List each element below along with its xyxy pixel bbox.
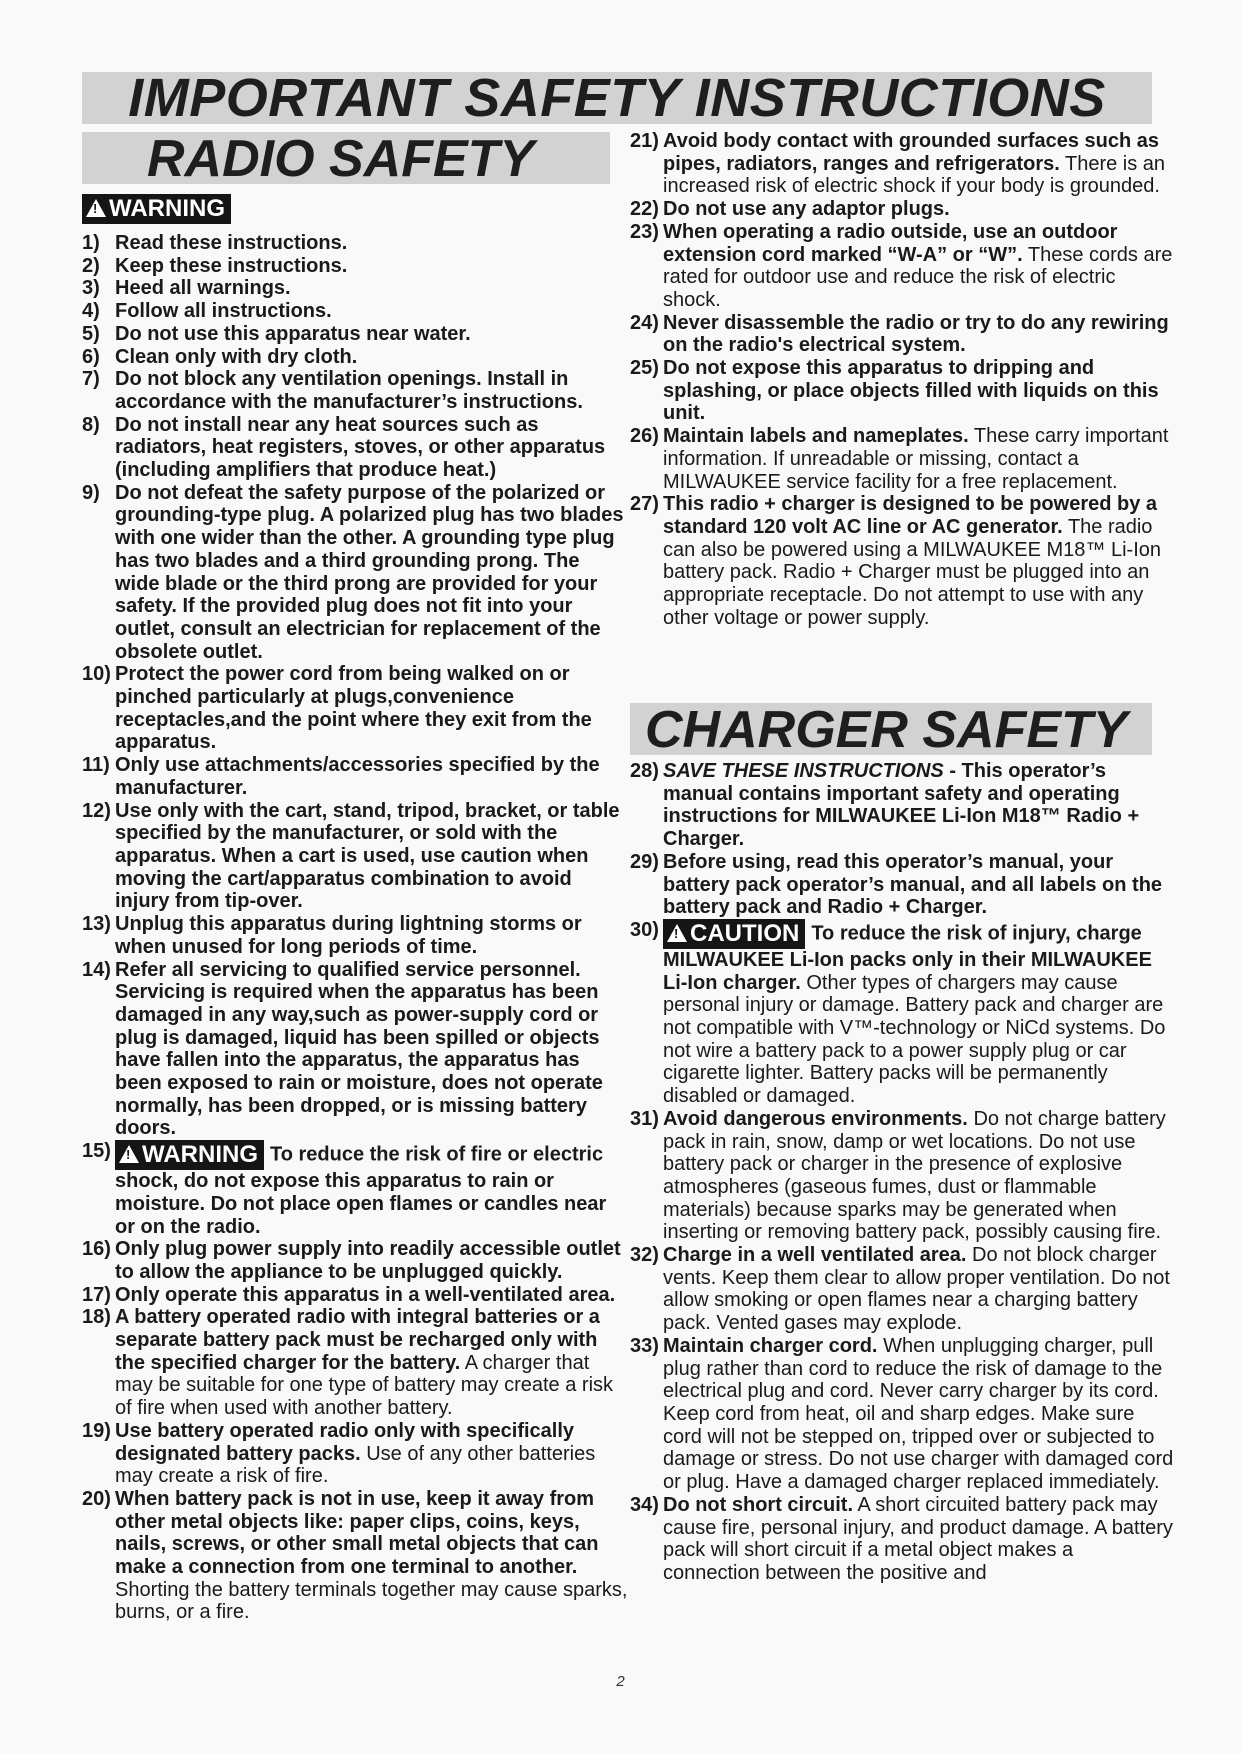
list-item: 19) Use battery operated radio only with specifically designated battery packs. Use of any other batteries may create a risk of fire. (82, 1419, 596, 1488)
list-item: 23) When operating a radio outside, use an outdoor extension cord marked “W-A” or “W”. These cords are rated for outdoor use and reduce the risk of electric shock. (630, 220, 1173, 311)
list-item: 33) Maintain charger cord. When unplugging charger, pull plug rather than cord to reduce the risk of damage to the electrical plug and cord. Never carry charger by its cord. Keep cord from heat, oil and sharp edges. Make sure cord will not be stepped on, tripped over or subjected to damage or stress. Do not use charger with damaged cord or plug. Have a damaged charger replaced immediately. (630, 1334, 1174, 1494)
left-items-group-1 (82, 232, 628, 1140)
list-item: 5) Do not use this apparatus near water. (82, 322, 471, 345)
list-item: 34) Do not short circuit. A short circuited battery pack may cause fire, personal injury, and product damage. A battery pack will short circuit if a metal object makes a connection between the positive and (630, 1493, 1173, 1584)
list-item: 7) Do not block any ventilation openings. Install in accordance with the manufacturer’s instructions. (82, 368, 583, 413)
list-item: 3) Heed all warnings. (82, 277, 291, 300)
page-number: 2 (616, 1673, 625, 1690)
list-item: 27) This radio + charger is designed to be powered by a standard 120 volt AC line or AC generator. The radio can also be powered using a MILWAUKEE M18™ Li-Ion battery pack. Radio + Charger must be plugged into an appropriate receptacle. Do not attempt to use with any other voltage or power supply. (630, 493, 1162, 629)
left-items-group-2 (82, 1238, 628, 1624)
list-item: 13) Unplug this apparatus during lightning storms or when unused for long periods of time. (82, 913, 582, 958)
page-title: IMPORTANT SAFETY INSTRUCTIONS (82, 72, 1152, 124)
list-item: 1) Read these instructions. (82, 232, 348, 254)
list-item-warning: 15) ! WARNING To reduce the risk of fire or electric shock, do not expose this apparatus to rain or moisture. Do not place open flames or candles near or on the radio. (82, 1140, 628, 1238)
list-item: 20) When battery pack is not in use, keep it away from other metal objects like: paper clips, coins, keys, nails, screws, or other small metal objects that can make a connection from one terminal to another. Shorting the battery terminals together may cause sparks, burns, or a fire. (82, 1487, 628, 1624)
list-item: 16) Only plug power supply into readily accessible outlet to allow the appliance to be unplugged quickly. (82, 1238, 621, 1283)
list-item: 26) Maintain labels and nameplates. These carry important information. If unreadable or missing, contact a MILWAUKEE service facility for a free replacement. (630, 425, 1169, 493)
list-item: 31) Avoid dangerous environments. Do not charge battery pack in rain, snow, damp or wet locations. Do not use battery pack or charger in the presence of explosive atmospheres (gaseous fumes, dust or flammable materials) because sparks may be generated when inserting or removing battery pack, possibly causing fire. (630, 1107, 1166, 1244)
list-item: 12) Use only with the cart, stand, tripod, bracket, or table specified by the manufacturer, or sold with the apparatus. When a cart is used, use caution when moving the cart/apparatus combination to avoid injury from tip-over. (82, 799, 620, 913)
list-item: 11) Only use attachments/accessories specified by the manufacturer. (82, 754, 600, 799)
caution-triangle-icon (667, 924, 687, 942)
list-item: 14) Refer all servicing to qualified service personnel. Servicing is required when the apparatus has been damaged in any way,such as power-supply cord or plug is damaged, liquid has been spilled or objects have fallen into the apparatus, the apparatus has been exposed to rain or moisture, does not operate normally, has been dropped, or is missing battery doors. (82, 958, 603, 1140)
list-item: 32) Charge in a well ventilated area. Do not block charger vents. Keep them clear to allow proper ventilation. Do not allow smoking or open flames near a charging battery pack. Vented gases may explode. (630, 1244, 1170, 1335)
list-item: 28) SAVE THESE INSTRUCTIONS - This operator’s manual contains important safety and operating instructions for MILWAUKEE Li-Ion M18™ Radio + Charger. (630, 760, 1140, 851)
list-item: 17) Only operate this apparatus in a well-ventilated area. (82, 1283, 616, 1306)
warning-triangle-icon (119, 1145, 139, 1163)
list-item-caution: 30) ! CAUTION To reduce the risk of injury, charge MILWAUKEE Li-Ion packs only in their MILWAUKEE Li-Ion charger. Other types of chargers may cause personal injury or damage. Battery pack and charger are not compatible with V™-technology or NiCd systems. Do not wire a battery pack to a power supply plug or car cigarette lighter. Battery packs will be permanently disabled or damaged. (630, 919, 1175, 1108)
right-column-top (630, 130, 1175, 629)
warning-triangle-icon (86, 199, 106, 217)
list-item: 9) Do not defeat the safety purpose of the polarized or grounding-type plug. A polarized plug has two blades with one wider than the other. A grounding type plug has two blades and a third grounding prong. The wide blade or the third prong are provided for your safety. If the provided plug does not fit into your outlet, consult an electrician for replacement of the obsolete outlet. (82, 481, 624, 663)
list-item: 8) Do not install near any heat sources such as radiators, heat registers, stoves, or other apparatus (including amplifiers that produce heat.) (82, 413, 606, 482)
list-item: 2) Keep these instructions. (82, 254, 348, 277)
list-item: 21) Avoid body contact with grounded surfaces such as pipes, radiators, ranges and refrigerators. There is an increased risk of electric shock if your body is grounded. (630, 130, 1166, 198)
caution-badge: ! CAUTION (663, 919, 805, 949)
charger-safety-heading: CHARGER SAFETY (630, 703, 1152, 755)
list-item: 29) Before using, read this operator’s manual, your battery pack operator’s manual, and all labels on the battery pack and Radio + Charger. (630, 850, 1163, 919)
right-column-bottom (630, 760, 1175, 1585)
list-item: 10) Protect the power cord from being walked on or pinched particularly at plugs,convenience receptacles,and the point where they exit from the apparatus. (82, 663, 592, 754)
left-column (82, 232, 628, 1624)
list-item: 24) Never disassemble the radio or try to do any rewiring on the radio's electrical system. (630, 311, 1169, 357)
list-item: 25) Do not expose this apparatus to dripping and splashing, or place objects filled with liquids on this unit. (630, 357, 1159, 425)
list-item: 4) Follow all instructions. (82, 300, 332, 323)
list-item: 22) Do not use any adaptor plugs. (630, 198, 950, 221)
radio-safety-heading: RADIO SAFETY (82, 132, 610, 184)
warning-badge-inline: ! WARNING (115, 1140, 264, 1170)
list-item: 6) Clean only with dry cloth. (82, 345, 358, 368)
list-item: 18) A battery operated radio with integral batteries or a separate battery pack must be recharged only with the specified charger for the battery. A charger that may be suitable for one type of battery may create a risk of fire when used with another battery. (82, 1306, 614, 1420)
warning-badge: !WARNING (82, 194, 231, 224)
